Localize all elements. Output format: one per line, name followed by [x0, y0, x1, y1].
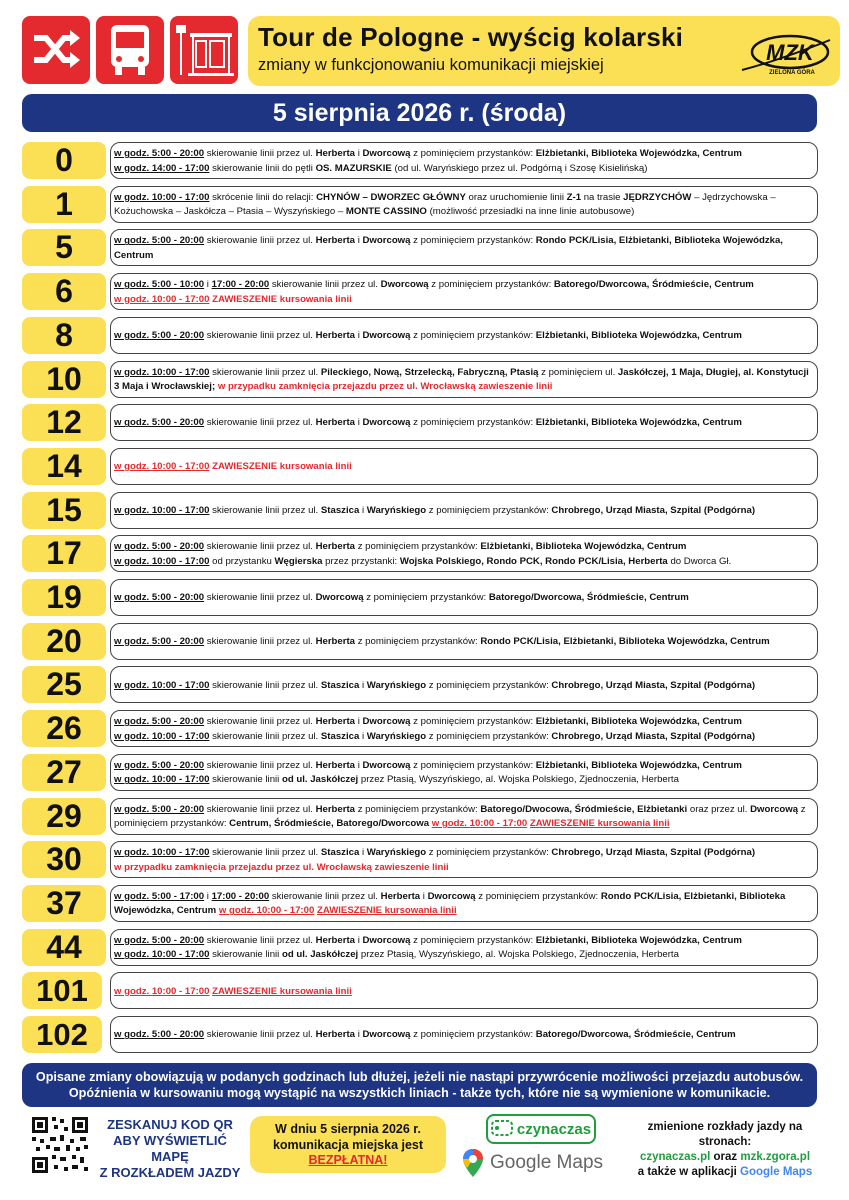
line-number: 101	[22, 972, 102, 1009]
line-row-8	[22, 317, 818, 354]
info-line-1: Opisane zmiany obowiązują w podanych godzinach lub dłużej, jeżeli nie nastąpi przywrócenie możliwości przejazdu autobusów.	[35, 1070, 804, 1084]
line-row-5	[22, 229, 818, 266]
line-row-12	[22, 404, 818, 441]
line-number: 1	[22, 186, 106, 223]
line-row-102	[22, 1016, 818, 1053]
info-line-2: Opóźnienia w kursowaniu mogą wystąpić na wszystkich liniach - także tych, które nie są wymienione w komunikacie.	[68, 1086, 771, 1100]
qr-instructions	[95, 1117, 245, 1181]
line-change-description: w godz. 10:00 - 17:00 skierowanie linii przez ul. Staszica i Waryńskiego z pominięciem przystanków: Chrobrego, Urząd Miasta, Szpital (Podgórna)	[110, 492, 818, 529]
line-change-description: w godz. 5:00 - 17:00 i 17:00 - 20:00 skierowanie linii przez ul. Herberta i Dworcową z pominięciem przystanków: Rondo PCK/Lisia, Elżbietanki, Biblioteka Wojewódzka, Centrum w godz. 10:00 - 17:00 ZAWIESZENIE kursowania linii	[110, 885, 818, 922]
line-change-description: w godz. 5:00 - 20:00 skierowanie linii przez ul. Herberta z pominięciem przystanków: Elżbietanki, Biblioteka Wojewódzka, Centrum w godz. 10:00 - 17:00 od przystanku Węgierska przez przystanki: Wojska Polskiego, Rondo PCK, Rondo PCK/Lisia, Herberta do Dworca Gł.	[110, 535, 818, 572]
line-change-description: w godz. 10:00 - 17:00 skierowanie linii przez ul. Staszica i Waryńskiego z pominięciem przystanków: Chrobrego, Urząd Miasta, Szpital (Podgórna)	[110, 666, 818, 703]
map-pin-icon	[462, 1148, 484, 1178]
line-row-15	[22, 492, 818, 529]
line-row-19	[22, 579, 818, 616]
line-change-description: w godz. 5:00 - 20:00 skierowanie linii przez ul. Herberta z pominięciem przystanków: Batorego/Dwocowa, Śródmieście, Elżbietanki oraz przez ul. Dworcową z pominięciem przystanków: Centrum, Śródmieście, Batorego/Dworcowa w godz. 10:00 - 17:00 ZAWIESZENIE kursowania linii	[110, 798, 818, 835]
links-line-2	[620, 1150, 830, 1165]
line-number: 30	[22, 841, 106, 878]
czynaczas-label: czynaczas	[516, 1120, 592, 1138]
info-banner	[22, 1063, 817, 1107]
line-change-description: w godz. 5:00 - 20:00 skierowanie linii przez ul. Herberta i Dworcową z pominięciem przystanków: Batorego/Dworcowa, Śródmieście, Centrum	[110, 1016, 818, 1053]
line-change-description: w godz. 5:00 - 20:00 skierowanie linii przez ul. Herberta i Dworcową z pominięciem przystanków: Elżbietanki, Biblioteka Wojewódzka, Centrum	[110, 317, 818, 354]
footer	[22, 1114, 827, 1184]
bus-icon	[96, 16, 164, 84]
line-number: 12	[22, 404, 106, 441]
line-change-description: w godz. 5:00 - 20:00 skierowanie linii przez ul. Herberta i Dworcową z pominięciem przystanków: Rondo PCK/Lisia, Elżbietanki, Biblioteka Wojewódzka, Centrum	[110, 229, 818, 266]
line-number: 0	[22, 142, 106, 179]
free-word: BEZPŁATNA!	[308, 1153, 388, 1167]
header	[22, 16, 827, 86]
svg-text:ZIELONA GÓRA: ZIELONA GÓRA	[769, 70, 815, 76]
links-and: oraz	[710, 1151, 741, 1163]
line-row-101	[22, 972, 818, 1009]
line-number: 37	[22, 885, 106, 922]
czynaczas-logo[interactable]	[486, 1114, 596, 1144]
line-number: 5	[22, 229, 106, 266]
qr-code-icon[interactable]	[30, 1115, 90, 1175]
bus-stop-icon	[170, 16, 238, 84]
line-change-description: w godz. 5:00 - 20:00 skierowanie linii przez ul. Herberta i Dworcową z pominięciem przystanków: Elżbietanki, Biblioteka Wojewódzka, Centrum w godz. 10:00 - 17:00 skierowanie linii przez ul. Staszica i Waryńskiego z pominięciem przystanków: Chrobrego, Urząd Miasta, Szpital (Podgórna)	[110, 710, 818, 747]
line-number: 44	[22, 929, 106, 966]
line-row-30	[22, 841, 818, 878]
line-row-44	[22, 929, 818, 966]
title-box	[248, 16, 840, 86]
line-row-17	[22, 535, 818, 572]
page-subtitle: zmiany w funkcjonowaniu komunikacji miejskiej	[258, 56, 604, 74]
line-change-description: w godz. 5:00 - 20:00 skierowanie linii przez ul. Herberta i Dworcową z pominięciem przystanków: Elżbietanki, Biblioteka Wojewódzka, Centrum	[110, 404, 818, 441]
line-row-29	[22, 798, 818, 835]
bus-route-icon	[491, 1120, 513, 1138]
line-number: 26	[22, 710, 106, 747]
links-line-1: zmienione rozkłady jazdy na stronach:	[647, 1121, 803, 1148]
line-number: 10	[22, 361, 106, 398]
line-row-0	[22, 142, 818, 179]
line-change-description: w godz. 10:00 - 17:00 ZAWIESZENIE kursowania linii	[110, 448, 818, 485]
line-number: 29	[22, 798, 106, 835]
free-line-2: komunikacja miejska jest	[272, 1137, 424, 1152]
gmaps-label: Google Maps	[490, 1152, 604, 1173]
line-number: 20	[22, 623, 106, 660]
free-line-1: W dniu 5 sierpnia 2026 r.	[275, 1122, 421, 1136]
line-change-description: w godz. 10:00 - 17:00 ZAWIESZENIE kursowania linii	[110, 972, 818, 1009]
free-transport-notice	[250, 1116, 446, 1173]
line-change-description: w godz. 5:00 - 20:00 skierowanie linii przez ul. Herberta i Dworcową z pominięciem przystanków: Elżbietanki, Biblioteka Wojewódzka, Centrum w godz. 10:00 - 17:00 skierowanie linii od ul. Jaskółczej przez Ptasią, Wyszyńskiego, al. Wojska Polskiego, Zjednoczenia, Herberta	[110, 929, 818, 966]
line-row-27	[22, 754, 818, 791]
line-row-10	[22, 361, 818, 398]
qr-text-line-3: Z ROZKŁADEM JAZDY	[99, 1165, 241, 1180]
page-title: Tour de Pologne - wyścig kolarski	[258, 22, 684, 52]
line-row-6	[22, 273, 818, 310]
line-row-26	[22, 710, 818, 747]
detour-icon	[22, 16, 90, 84]
line-change-description: w godz. 5:00 - 10:00 i 17:00 - 20:00 skierowanie linii przez ul. Dworcową z pominięciem przystanków: Batorego/Dworcowa, Śródmieście, Centrum w godz. 10:00 - 17:00 ZAWIESZENIE kursowania linii	[110, 273, 818, 310]
line-row-20	[22, 623, 818, 660]
line-row-1	[22, 186, 818, 223]
line-change-description: w godz. 5:00 - 20:00 skierowanie linii przez ul. Dworcową z pominięciem przystanków: Batorego/Dworcowa, Śródmieście, Centrum	[110, 579, 818, 616]
qr-text-line-2: ABY WYŚWIETLIĆ MAPĘ	[113, 1133, 227, 1164]
line-change-description: w godz. 5:00 - 20:00 skierowanie linii przez ul. Herberta i Dworcową z pominięciem przystanków: Elżbietanki, Biblioteka Wojewódzka, Centrum w godz. 10:00 - 17:00 skierowanie linii od ul. Jaskółczej przez Ptasią, Wyszyńskiego, al. Wojska Polskiego, Zjednoczenia, Herberta	[110, 754, 818, 791]
date-banner: 5 sierpnia 2026 r. (środa)	[22, 94, 817, 132]
line-number: 14	[22, 448, 106, 485]
line-row-25	[22, 666, 818, 703]
timetable-links	[620, 1120, 830, 1180]
svg-text:MZK: MZK	[766, 40, 814, 65]
mzk-logo	[740, 30, 832, 78]
line-number: 19	[22, 579, 106, 616]
line-change-description: w godz. 5:00 - 20:00 skierowanie linii przez ul. Herberta i Dworcową z pominięciem przystanków: Elżbietanki, Biblioteka Wojewódzka, Centrum w godz. 14:00 - 17:00 skierowanie linii do pętli OS. MAZURSKIE (od ul. Waryńskiego przez ul. Podgórną i Szosę Kisielińską)	[110, 142, 818, 179]
line-number: 102	[22, 1016, 102, 1053]
line-row-14	[22, 448, 818, 485]
line-row-37	[22, 885, 818, 922]
links-line-3-b: Google Maps	[740, 1166, 813, 1178]
line-change-description: w godz. 10:00 - 17:00 skierowanie linii przez ul. Staszica i Waryńskiego z pominięciem przystanków: Chrobrego, Urząd Miasta, Szpital (Podgórna) w przypadku zamknięcia przejazdu przez ul. Wrocławską zawieszenie linii	[110, 841, 818, 878]
line-change-description: w godz. 10:00 - 17:00 skrócenie linii do relacji: CHYNÓW – DWORZEC GŁÓWNY oraz uruchomienie linii Z-1 na trasie JĘDRZYCHÓW – Jędrzychowska – Kożuchowska – Jaskółcza – Ptasia – Wyszyńskiego – MONTE CASSINO (możliwość przesiadki na inne linie autobusowe)	[110, 186, 818, 223]
line-number: 15	[22, 492, 106, 529]
line-number: 6	[22, 273, 106, 310]
line-number: 17	[22, 535, 106, 572]
line-number: 25	[22, 666, 106, 703]
qr-text-line-1: ZESKANUJ KOD QR	[107, 1117, 233, 1132]
links-line-3	[620, 1165, 830, 1180]
line-change-description: w godz. 10:00 - 17:00 skierowanie linii przez ul. Pileckiego, Nową, Strzelecką, Fabryczną, Ptasią z pominięciem ul. Jaskółczej, 1 Maja, Długiej, al. Konstytucji 3 Maja i Wrocławskiej; w przypadku zamknięcia przejazdu przez ul. Wrocławską zawieszenie linii	[110, 361, 818, 398]
links-line-3-a: a także w aplikacji	[637, 1166, 741, 1178]
line-number: 27	[22, 754, 106, 791]
line-change-description: w godz. 5:00 - 20:00 skierowanie linii przez ul. Herberta z pominięciem przystanków: Rondo PCK/Lisia, Elżbietanki, Biblioteka Wojewódzka, Centrum	[110, 623, 818, 660]
mzk-link[interactable]: mzk.zgora.pl	[740, 1151, 811, 1163]
google-maps-logo[interactable]	[462, 1148, 622, 1178]
line-number: 8	[22, 317, 106, 354]
czynaczas-link[interactable]: czynaczas.pl	[639, 1151, 711, 1163]
